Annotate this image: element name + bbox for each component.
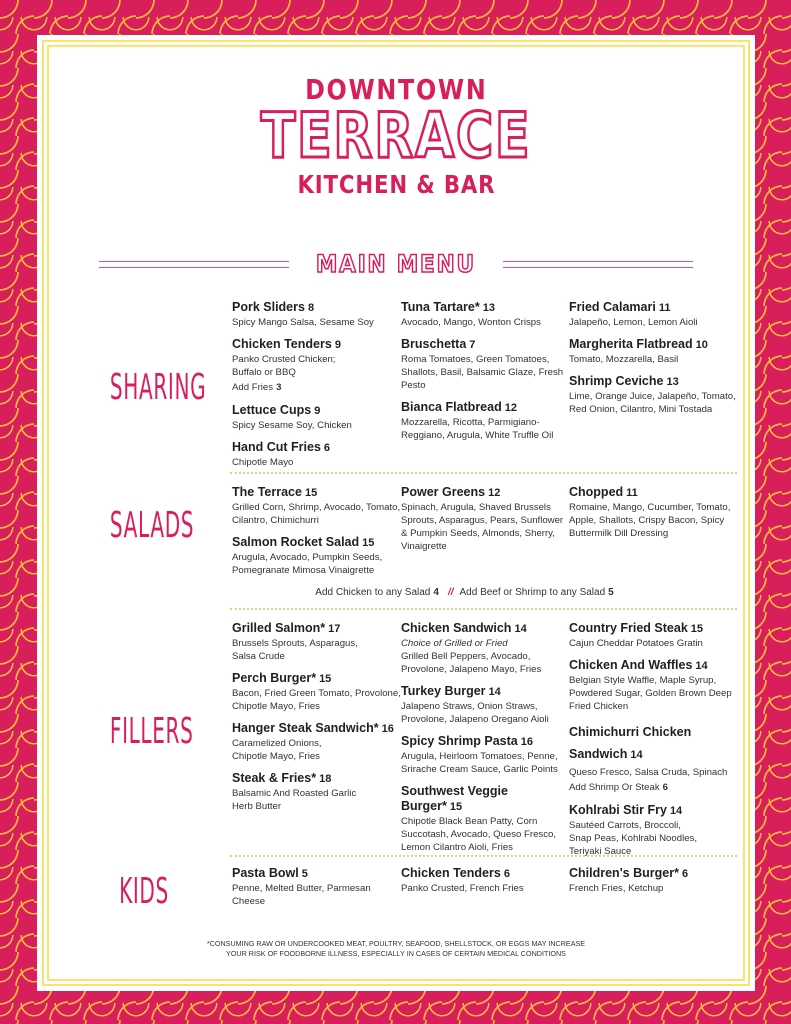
menu-item — [232, 721, 402, 763]
item-price: 13 — [666, 376, 679, 388]
salads-column-3 — [569, 485, 739, 548]
item-description: Penne, Melted Butter, Parmesan Cheese — [232, 883, 371, 907]
menu-item — [569, 658, 739, 713]
menu-item — [401, 684, 571, 726]
addon-text: Add Shrimp Or Steak — [569, 782, 660, 793]
sharing-column-3 — [569, 300, 739, 424]
item-description: Queso Fresco, Salsa Cruda, Spinach — [569, 767, 728, 778]
item-description: Romaine, Mango, Cucumber, Tomato, Apple, Shallots, Crispy Bacon, Spicy Buttermilk Dill Dressing — [569, 502, 731, 539]
kids-column-3 — [569, 866, 739, 903]
title-rule-left — [99, 261, 289, 268]
item-description: Panko Crusted, French Fries — [401, 883, 524, 894]
disclaimer-line-1: *CONSUMING RAW OR UNDERCOOKED MEAT, POULTRY, SEAFOOD, SHELLSTOCK, OR EGGS MAY INCREASE — [206, 939, 586, 948]
menu-item — [232, 337, 402, 395]
item-price: 15 — [449, 801, 463, 813]
item-description: Spicy Sesame Soy, Chicken — [232, 420, 352, 431]
item-price: 9 — [314, 405, 321, 417]
item-price: 11 — [658, 302, 671, 314]
menu-item — [232, 671, 402, 713]
item-price: 14 — [630, 749, 643, 761]
item-price: 12 — [488, 487, 501, 499]
item-price: 7 — [469, 339, 476, 351]
item-description: Belgian Style Waffle, Maple Syrup, Powdered Sugar, Golden Brown Deep Fried Chicken — [569, 675, 732, 712]
item-description: Avocado, Mango, Wonton Crisps — [401, 317, 541, 328]
item-note: Choice of Grilled or Fried — [401, 638, 508, 649]
item-name: Fried Calamari — [569, 300, 656, 314]
item-description: Chipotle Black Bean Patty, Corn Succotash, Avocado, Queso Fresco, Lemon Cilantro Aioli, Fries — [401, 816, 557, 853]
item-name: Lettuce Cups — [232, 403, 312, 417]
menu-item — [569, 300, 739, 329]
item-description: Lime, Orange Juice, Jalapeño, Tomato, Red Onion, Cilantro, Mini Tostada — [569, 391, 736, 415]
menu-item — [401, 300, 571, 329]
item-description: Jalapeño, Lemon, Lemon Aioli — [569, 317, 698, 328]
item-price: 9 — [334, 339, 341, 351]
menu-item — [569, 803, 739, 858]
item-name: Pork Sliders — [232, 300, 305, 314]
item-name: Power Greens — [401, 485, 486, 499]
fillers-column-1 — [232, 621, 402, 821]
item-name: Grilled Salmon* — [232, 621, 326, 635]
menu-item — [232, 300, 402, 329]
item-name: Chicken And Waffles — [569, 658, 693, 672]
logo-line-downtown: DOWNTOWN — [304, 73, 488, 106]
addon-price: 6 — [662, 782, 668, 793]
title-rule-right — [503, 261, 693, 268]
item-name: Turkey Burger — [401, 684, 486, 698]
item-description: Grilled Corn, Shrimp, Avocado, Tomato, Cilantro, Chimichurri — [232, 502, 401, 526]
menu-item — [401, 400, 571, 442]
item-price: 8 — [307, 302, 315, 314]
item-price: 14 — [488, 686, 501, 698]
item-price: 5 — [301, 868, 308, 880]
disclaimer-line-2: YOUR RISK OF FOODBORNE ILLNESS, ESPECIALLY IN CASES OF CERTAIN MEDICAL CONDITIONS — [226, 949, 566, 958]
item-price: 15 — [304, 487, 318, 499]
item-name: Chopped — [569, 485, 624, 499]
menu-item — [569, 721, 739, 795]
menu-item — [401, 734, 571, 776]
section-label-kids: KIDS — [119, 871, 169, 912]
item-name: Children's Burger* — [569, 866, 679, 880]
section-divider — [230, 855, 737, 857]
menu-page — [37, 35, 755, 991]
item-price: 14 — [669, 805, 683, 817]
menu-item — [569, 374, 739, 416]
addon-chicken-price: 4 — [433, 587, 439, 598]
menu-item — [401, 337, 571, 392]
menu-item — [401, 784, 571, 854]
item-description: Bacon, Fried Green Tomato, Provolone, Chipotle Mayo, Fries — [232, 688, 401, 712]
salad-addons-line — [177, 587, 755, 598]
menu-item — [569, 485, 739, 540]
item-price: 15 — [690, 623, 704, 635]
item-price: 18 — [319, 773, 332, 785]
item-description: Spicy Mango Salsa, Sesame Soy — [232, 317, 374, 328]
addon-chicken-text: Add Chicken to any Salad — [315, 587, 431, 598]
menu-item — [232, 866, 402, 908]
addon-separator: // — [447, 587, 454, 598]
item-name: Hand Cut Fries — [232, 440, 321, 454]
item-description: Brussels Sprouts, Asparagus, Salsa Crude — [232, 638, 358, 662]
menu-item — [232, 485, 402, 527]
addon-beef-text: Add Beef or Shrimp to any Salad — [459, 587, 606, 598]
item-price: 13 — [482, 302, 495, 314]
menu-item — [232, 535, 402, 577]
item-price: 6 — [503, 868, 510, 880]
addon-price: 3 — [276, 382, 282, 393]
item-price: 15 — [319, 673, 332, 685]
section-label-fillers: FILLERS — [109, 711, 194, 752]
item-name: Chicken Tenders — [232, 337, 332, 351]
restaurant-logo — [37, 73, 755, 199]
item-name: Shrimp Ceviche — [569, 374, 664, 388]
kids-column-2 — [401, 866, 571, 903]
menu-item — [401, 621, 571, 676]
menu-item — [232, 621, 402, 663]
item-name: Hanger Steak Sandwich* — [232, 721, 379, 735]
item-description: Balsamic And Roasted Garlic Herb Butter — [232, 788, 357, 812]
item-price: 15 — [362, 537, 375, 549]
item-name: Bianca Flatbread — [401, 400, 502, 414]
item-name: Pasta Bowl — [232, 866, 299, 880]
menu-item — [569, 621, 739, 650]
item-description: Chipotle Mayo — [232, 457, 294, 468]
item-name: Chicken Tenders — [401, 866, 501, 880]
item-description: Roma Tomatoes, Green Tomatoes, Shallots, Basil, Balsamic Glaze, Fresh Pesto — [401, 354, 564, 391]
item-price: 10 — [695, 339, 708, 351]
item-name: Salmon Rocket Salad — [232, 535, 360, 549]
addon-beef-price: 5 — [608, 587, 614, 598]
menu-title: MAIN MENU — [316, 250, 476, 278]
item-name: Kohlrabi Stir Fry — [569, 803, 667, 817]
fillers-column-3 — [569, 621, 739, 866]
addon-text: Add Fries — [232, 382, 274, 393]
section-divider — [230, 608, 737, 610]
item-name: Chicken Sandwich — [401, 621, 512, 635]
menu-item — [569, 866, 739, 895]
item-description: Caramelized Onions, Chipotle Mayo, Fries — [232, 738, 322, 762]
item-addon — [232, 381, 402, 395]
item-price: 6 — [323, 442, 331, 454]
item-name: Margherita Flatbread — [569, 337, 693, 351]
section-label-salads: SALADS — [109, 505, 195, 546]
salads-column-2 — [401, 485, 571, 561]
item-price: 16 — [381, 723, 394, 735]
item-price: 12 — [504, 402, 517, 414]
item-name: Country Fried Steak — [569, 621, 688, 635]
item-description: Arugula, Heirloom Tomatoes, Penne, Srirache Cream Sauce, Garlic Points — [401, 751, 558, 775]
item-name: Steak & Fries* — [232, 771, 317, 785]
fillers-column-2 — [401, 621, 571, 862]
item-name: Bruschetta — [401, 337, 467, 351]
section-divider — [230, 472, 737, 474]
item-description: French Fries, Ketchup — [569, 883, 664, 894]
kids-column-1 — [232, 866, 402, 916]
item-name: Southwest Veggie Burger* — [401, 784, 508, 813]
menu-item — [232, 771, 402, 813]
item-description: Panko Crusted Chicken; Buffalo or BBQ — [232, 354, 336, 378]
item-description: Tomato, Mozzarella, Basil — [569, 354, 679, 365]
item-description: Arugula, Avocado, Pumpkin Seeds, Pomegranate Mimosa Vinaigrette — [232, 552, 383, 576]
item-description: Sautéed Carrots, Broccoli, Snap Peas, Kohlrabi Noodles, Teriyaki Sauce — [569, 820, 697, 857]
item-addon — [569, 781, 739, 795]
item-description: Cajun Cheddar Potatoes Gratin — [569, 638, 703, 649]
item-price: 16 — [520, 736, 533, 748]
menu-title-banner — [99, 249, 693, 279]
item-description: Mozzarella, Ricotta, Parmigiano-Reggiano, Arugula, White Truffle Oil — [401, 417, 554, 441]
item-name: Chimichurri Chicken Sandwich — [569, 725, 692, 761]
salads-column-1 — [232, 485, 402, 585]
menu-item — [232, 403, 402, 432]
menu-item — [401, 866, 571, 895]
item-description: Jalapeno Straws, Onion Straws, Provolone, Jalapeno Oregano Aioli — [401, 701, 549, 725]
item-price: 14 — [514, 623, 527, 635]
item-price: 14 — [695, 660, 708, 672]
item-price: 11 — [626, 487, 638, 499]
item-name: Tuna Tartare* — [401, 300, 480, 314]
item-name: Perch Burger* — [232, 671, 317, 685]
item-price: 6 — [681, 868, 689, 880]
item-name: The Terrace — [232, 485, 302, 499]
item-name: Spicy Shrimp Pasta — [401, 734, 518, 748]
food-safety-disclaimer — [37, 939, 755, 959]
menu-item — [401, 485, 571, 553]
sharing-column-1 — [232, 300, 402, 477]
item-description: Grilled Bell Peppers, Avocado, Provolone, Jalapeno Mayo, Fries — [401, 651, 542, 675]
menu-item — [232, 440, 402, 469]
item-price: 17 — [328, 623, 341, 635]
sharing-column-2 — [401, 300, 571, 450]
menu-item — [569, 337, 739, 366]
logo-line-kitchen-bar: KITCHEN & BAR — [297, 170, 495, 199]
item-description: Spinach, Arugula, Shaved Brussels Sprouts, Asparagus, Pears, Sunflower & Pumpkin Seeds, Almonds, Sherry, Vinaigrette — [401, 502, 564, 552]
section-label-sharing: SHARING — [109, 367, 207, 408]
logo-line-terrace: TERRACE — [260, 99, 532, 172]
